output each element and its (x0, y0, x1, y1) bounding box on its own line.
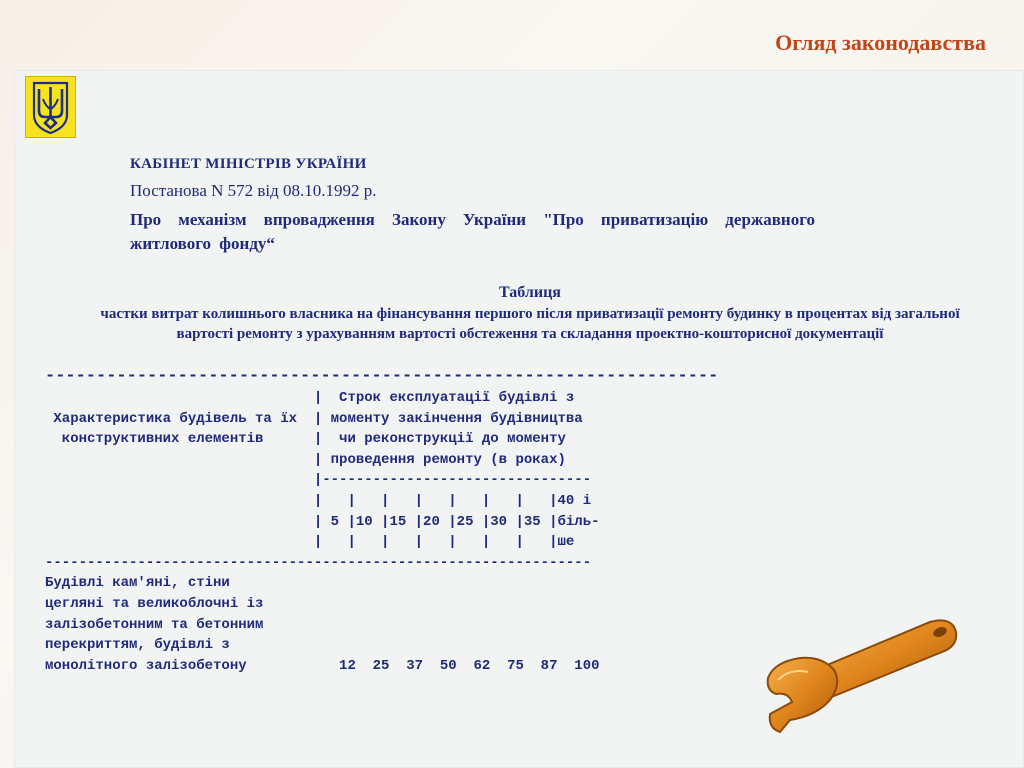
table-row-line: Будівлі кам'яні, стіни (45, 575, 230, 592)
decree-title: Про механізм впровадження Закону України "Про приватизацію державного житлового фонду“ (130, 210, 815, 253)
column-header-line: | Строк експлуатації будівлі з (45, 390, 575, 406)
table-heading: Таблиця (499, 284, 561, 301)
table-row-line: монолітного залізобетону 12 25 37 50 62 75 87 100 (45, 657, 600, 674)
table-row-line: перекриттям, будівлі з (45, 637, 230, 654)
slide-title: Огляд законодавства (775, 30, 986, 55)
column-header-line: | 5 |10 |15 |20 |25 |30 |35 |біль- (45, 513, 600, 530)
decree-reference: Постанова N 572 від 08.10.1992 р. (130, 181, 377, 200)
table-top-rule: ------------------------------------------------------------------ (45, 367, 719, 386)
table-caption: частки витрат колишнього власника на фінансування першого після приватизації ремонту будинку в процентах від загальної вартості ремонту з урахуванням вартості обстеження та складання проектно-кошторисної документації (100, 306, 960, 342)
table-row-line: цегляні та великоблочні із (45, 595, 264, 612)
column-header-line: конструктивних елементів | чи реконструкції до моменту (45, 431, 566, 448)
table-header-rule: ----------------------------------------------------------------- (45, 554, 592, 571)
wrench-icon (760, 610, 965, 745)
ascii-table (45, 366, 718, 676)
column-header-line: | | | | | | | |ше (45, 534, 575, 551)
cabinet-name: КАБІНЕТ МІНІСТРІВ УКРАЇНИ (130, 156, 367, 172)
column-header-line: | | | | | | | |40 і (45, 492, 592, 509)
header-block (130, 156, 830, 256)
table-row-line: залізобетонним та бетонним (45, 616, 264, 633)
column-header-line: |-------------------------------- (45, 472, 592, 489)
column-header-line: Характеристика будівель та їх | моменту закінчення будівництва (45, 410, 583, 427)
ukraine-trident-icon (25, 76, 76, 138)
column-header-line: | проведення ремонту (в роках) (45, 451, 566, 468)
